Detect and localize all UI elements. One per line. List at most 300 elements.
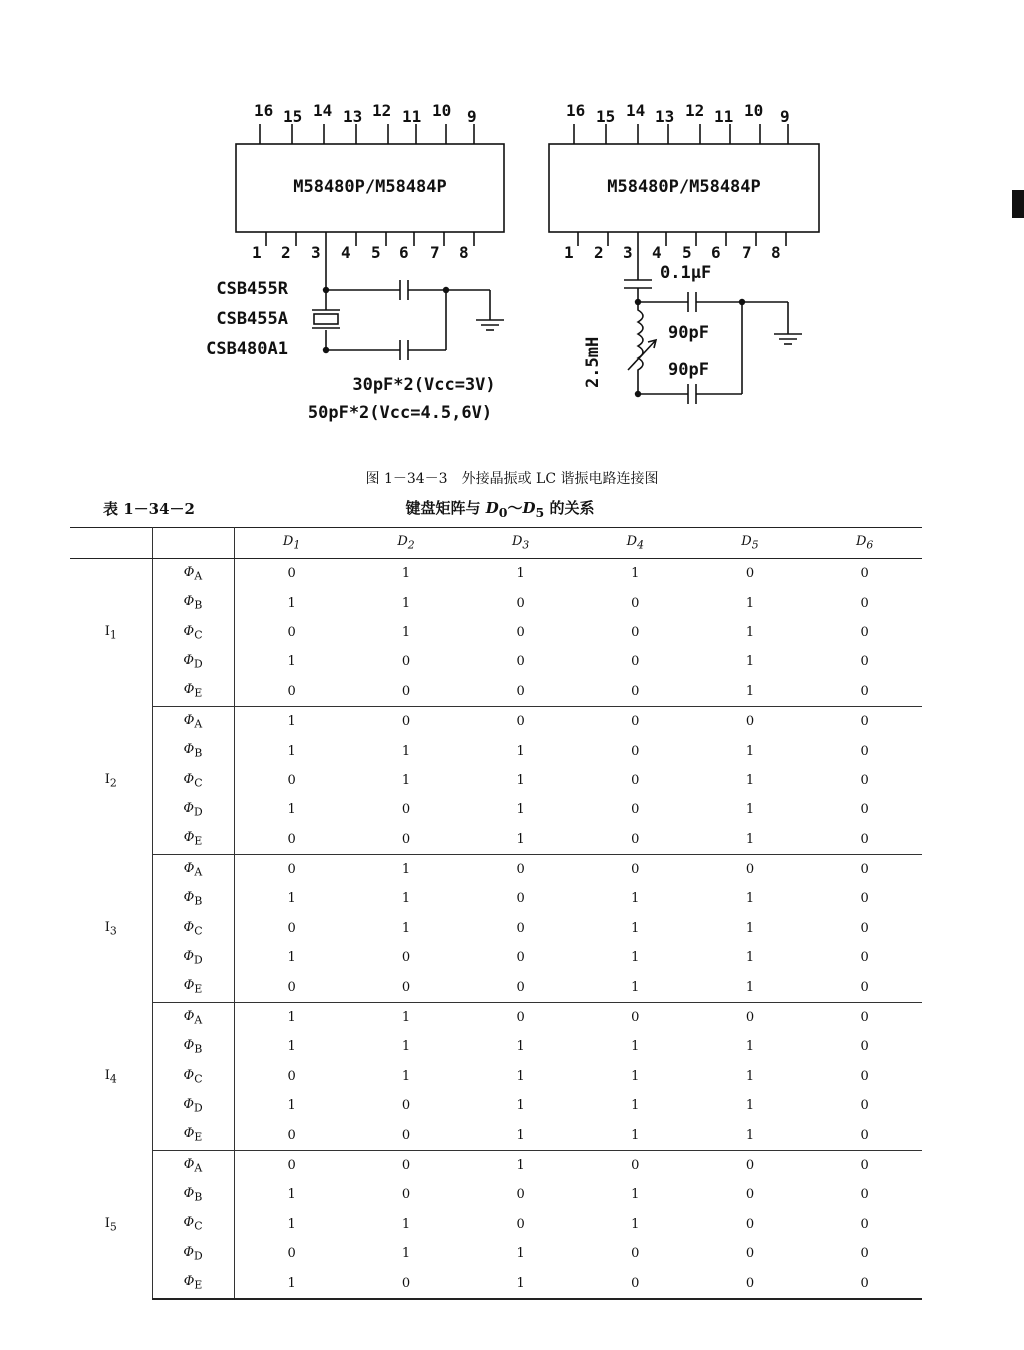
- matrix-value: 1: [287, 1187, 296, 1203]
- resonator-label: CSB480A1: [206, 339, 288, 359]
- matrix-value: 0: [401, 802, 411, 818]
- phase-label: Φ: [183, 1156, 195, 1172]
- phase-cell: [152, 1150, 234, 1180]
- table-row: [70, 1091, 922, 1120]
- phase-sub: E: [194, 835, 203, 848]
- column-sub: 4: [637, 538, 644, 552]
- matrix-value: 0: [631, 743, 640, 759]
- matrix-value: 0: [860, 714, 869, 730]
- left-top-pin: 9: [467, 107, 477, 126]
- matrix-value: 1: [745, 891, 755, 907]
- table-header: [70, 528, 922, 559]
- table-row: [70, 706, 922, 736]
- cap-b-label: 90pF: [668, 360, 709, 380]
- cap-note-45-6v: 50pF*2(Vcc=4.5,6V): [307, 403, 493, 423]
- phase-sub: D: [193, 805, 203, 819]
- matrix-value: 0: [860, 772, 869, 788]
- column-var: D: [626, 534, 638, 550]
- phase-cell: [152, 647, 234, 676]
- phase-cell: [152, 914, 234, 943]
- matrix-value: 0: [745, 862, 755, 878]
- matrix-value: 0: [287, 1246, 296, 1262]
- matrix-value: 1: [631, 1039, 640, 1055]
- left-top-pin: 12: [372, 101, 392, 120]
- phase-sub: D: [193, 657, 203, 671]
- table-row: [70, 647, 922, 676]
- phase-label: Φ: [183, 1126, 195, 1142]
- matrix-value: 0: [860, 743, 869, 759]
- phase-cell: [152, 943, 234, 972]
- matrix-value: 1: [693, 677, 808, 707]
- matrix-value: 0: [349, 1120, 464, 1150]
- right-bottom-pin: 3: [623, 243, 633, 262]
- matrix-value: 0: [860, 624, 869, 640]
- matrix-value: 0: [401, 1187, 411, 1203]
- input-line-sub: 1: [109, 628, 117, 642]
- phase-label: Φ: [183, 1186, 195, 1202]
- matrix-value: 1: [631, 1216, 640, 1232]
- input-line-sub: 3: [109, 924, 117, 938]
- left-chip-bottom-pin-leads: [266, 232, 474, 246]
- phase-cell: [152, 559, 234, 589]
- matrix-value: 0: [516, 1187, 525, 1203]
- matrix-value: 1: [287, 1098, 296, 1114]
- input-line-cell: [70, 706, 152, 854]
- phase-sub: E: [194, 1130, 203, 1144]
- left-top-pin: 13: [343, 107, 363, 126]
- matrix-value: 1: [745, 654, 755, 670]
- column-header: [463, 528, 578, 559]
- table-row: [70, 914, 922, 943]
- phase-label: Φ: [183, 623, 195, 639]
- table-row: [70, 795, 922, 824]
- table-row: [70, 1239, 922, 1268]
- matrix-value: 0: [807, 1120, 922, 1150]
- matrix-value: 0: [287, 624, 296, 640]
- header-corner: [70, 528, 152, 559]
- matrix-value: 0: [516, 595, 525, 611]
- right-bottom-pin: 6: [711, 243, 721, 262]
- phase-cell: [152, 706, 234, 736]
- right-top-pin: 16: [566, 101, 586, 120]
- input-line-cell: [70, 1002, 152, 1150]
- phase-cell: [152, 1062, 234, 1091]
- column-var: D: [282, 534, 294, 550]
- matrix-value: 0: [463, 972, 578, 1002]
- matrix-value: 1: [516, 743, 525, 759]
- matrix-value: 0: [807, 972, 922, 1002]
- phase-sub: A: [194, 865, 203, 879]
- phase-label: Φ: [183, 830, 195, 846]
- column-var: D: [855, 534, 867, 550]
- matrix-value: 1: [401, 566, 411, 582]
- matrix-value: 1: [516, 1039, 525, 1055]
- matrix-value: 1: [401, 624, 411, 640]
- matrix-value: 1: [401, 743, 411, 759]
- matrix-value: 0: [287, 920, 296, 936]
- coupling-cap-label: 0.1μF: [660, 263, 712, 283]
- matrix-value: 1: [516, 1098, 525, 1114]
- input-line-sub: 2: [109, 776, 117, 790]
- matrix-value: 0: [516, 1216, 525, 1232]
- phase-cell: [152, 1239, 234, 1268]
- matrix-value: 1: [287, 802, 296, 818]
- matrix-value: 0: [631, 624, 640, 640]
- right-chip-label: M58480P/M58484P: [607, 177, 761, 197]
- input-line-cell: [70, 559, 152, 707]
- matrix-value: 1: [463, 825, 578, 855]
- phase-cell: [152, 1032, 234, 1061]
- matrix-value: 1: [745, 624, 755, 640]
- left-bottom-pin: 3: [311, 243, 321, 262]
- left-bottom-pin: 2: [281, 243, 291, 262]
- phase-label: Φ: [183, 948, 194, 964]
- phase-label: Φ: [183, 919, 195, 935]
- left-bottom-pin: 4: [341, 243, 351, 262]
- matrix-value: 1: [287, 1039, 296, 1055]
- matrix-value: 1: [516, 1246, 525, 1262]
- matrix-value: 1: [578, 972, 693, 1002]
- table-row: [70, 736, 922, 765]
- right-chip-top-pin-leads: [574, 124, 788, 144]
- matrix-value: 0: [234, 677, 349, 707]
- matrix-value: 1: [401, 920, 411, 936]
- phase-cell: [152, 618, 234, 647]
- phase-label: Φ: [183, 712, 195, 728]
- matrix-value: 0: [463, 677, 578, 707]
- table-title-prefix: 键盘矩阵与: [405, 499, 486, 517]
- matrix-value: 1: [401, 772, 411, 788]
- phase-sub: A: [194, 717, 203, 731]
- matrix-value: 0: [860, 566, 869, 582]
- matrix-value: 0: [860, 891, 869, 907]
- matrix-value: 0: [516, 862, 525, 878]
- input-line-cell: [70, 854, 152, 1002]
- matrix-value: 0: [401, 950, 411, 966]
- column-sub: 2: [407, 538, 415, 552]
- matrix-value: 0: [860, 920, 869, 936]
- left-bottom-pin: 5: [371, 243, 381, 262]
- matrix-value: 1: [287, 891, 296, 907]
- matrix-value: 1: [745, 802, 755, 818]
- table-row: [70, 1062, 922, 1091]
- phase-sub: C: [194, 924, 203, 938]
- matrix-value: 0: [631, 1158, 640, 1173]
- column-var: D: [397, 534, 408, 550]
- matrix-value: 1: [287, 1216, 296, 1232]
- input-line-sub: 5: [109, 1220, 117, 1234]
- phase-sub: C: [194, 1072, 203, 1086]
- matrix-value: 1: [287, 654, 296, 670]
- right-bottom-pin: 2: [594, 243, 604, 262]
- phase-sub: D: [193, 953, 203, 967]
- matrix-value: 1: [631, 891, 640, 907]
- matrix-value: 0: [745, 1010, 755, 1026]
- circuit-figure: [0, 0, 1024, 460]
- matrix-value: 0: [234, 1120, 349, 1150]
- phase-sub: C: [194, 628, 203, 642]
- matrix-value: 0: [287, 566, 296, 582]
- table-row: [70, 825, 922, 855]
- matrix-value: 0: [860, 802, 869, 818]
- matrix-value: 0: [578, 825, 693, 855]
- matrix-value: 1: [631, 920, 640, 936]
- input-line-label: I: [104, 1067, 110, 1083]
- matrix-value: 0: [631, 1010, 640, 1026]
- table-title-suffix: 的关系: [544, 499, 595, 517]
- table-title-sub-end: 5: [535, 505, 545, 520]
- matrix-value: 1: [401, 595, 411, 611]
- phase-cell: [152, 1002, 234, 1032]
- phase-cell: [152, 1210, 234, 1239]
- phase-label: Φ: [183, 1008, 195, 1024]
- left-top-pin: 11: [402, 107, 422, 126]
- matrix-value: 0: [578, 677, 693, 707]
- phase-label: Φ: [183, 742, 195, 758]
- matrix-value: 0: [807, 825, 922, 855]
- phase-label: Φ: [183, 1096, 194, 1112]
- matrix-value: 1: [516, 772, 525, 788]
- left-bottom-pin: 7: [430, 243, 440, 262]
- matrix-value: 1: [693, 825, 808, 855]
- phase-sub: A: [194, 1013, 203, 1027]
- phase-label: Φ: [183, 682, 195, 698]
- matrix-value: 0: [807, 677, 922, 707]
- input-line-label: I: [104, 1215, 110, 1231]
- matrix-value: 1: [693, 972, 808, 1002]
- phase-cell: [152, 736, 234, 765]
- matrix-value: 1: [631, 566, 640, 582]
- phase-sub: B: [194, 1190, 203, 1204]
- matrix-value: 1: [745, 1039, 755, 1055]
- cap-a-label: 90pF: [668, 323, 709, 343]
- matrix-value: 0: [745, 1246, 755, 1262]
- matrix-value: 1: [516, 1158, 525, 1173]
- right-top-pin: 9: [780, 107, 790, 126]
- right-top-pin: 15: [596, 107, 616, 126]
- table-row: [70, 943, 922, 972]
- matrix-value: 0: [234, 972, 349, 1002]
- keyboard-matrix-table: [70, 527, 922, 1300]
- right-top-pin: 14: [626, 101, 646, 120]
- input-line-label: I: [104, 771, 110, 787]
- phase-cell: [152, 884, 234, 913]
- phase-sub: B: [194, 746, 203, 760]
- table-title: [0, 497, 1000, 520]
- left-top-pin: 14: [313, 101, 333, 120]
- column-header: [807, 528, 922, 559]
- table-row: [70, 677, 922, 707]
- matrix-value: 1: [516, 566, 525, 582]
- phase-label: Φ: [183, 653, 194, 669]
- phase-label: Φ: [183, 978, 195, 994]
- column-header: [234, 528, 349, 559]
- table-row: [70, 559, 922, 589]
- matrix-value: 0: [631, 772, 640, 788]
- matrix-value: 0: [807, 1268, 922, 1298]
- left-top-pin: 16: [254, 101, 274, 120]
- matrix-value: 0: [745, 1158, 755, 1173]
- right-top-pin: 13: [655, 107, 675, 126]
- matrix-value: 0: [745, 566, 755, 582]
- column-header: [349, 528, 464, 559]
- column-sub: 6: [866, 538, 874, 552]
- phase-sub: A: [194, 569, 203, 583]
- table-title-tilde: ～: [507, 499, 523, 517]
- matrix-value: 0: [631, 1246, 640, 1262]
- matrix-value: 1: [745, 772, 755, 788]
- right-bottom-pin: 8: [771, 243, 781, 262]
- matrix-value: 1: [631, 950, 640, 966]
- phase-cell: [152, 766, 234, 795]
- phase-label: Φ: [183, 1038, 195, 1054]
- phase-label: Φ: [183, 564, 195, 580]
- table-row: [70, 618, 922, 647]
- matrix-value: 1: [287, 1010, 296, 1026]
- phase-cell: [152, 1091, 234, 1120]
- column-sub: 1: [293, 538, 301, 552]
- matrix-value: 0: [401, 1098, 411, 1114]
- matrix-value: 1: [745, 950, 755, 966]
- page-edge-mark: [1012, 190, 1024, 218]
- table-row: [70, 1032, 922, 1061]
- table-row: [70, 1268, 922, 1298]
- right-lc-network: [624, 246, 802, 404]
- matrix-value: 0: [401, 654, 411, 670]
- matrix-value: 1: [401, 1246, 411, 1262]
- phase-label: Φ: [183, 1244, 194, 1260]
- matrix-value: 0: [860, 595, 869, 611]
- input-line-label: I: [104, 623, 110, 639]
- matrix-value: 0: [631, 714, 640, 730]
- matrix-value: 1: [693, 1120, 808, 1150]
- phase-sub: B: [194, 598, 203, 612]
- matrix-value: 1: [401, 1068, 411, 1084]
- phase-label: Φ: [183, 771, 195, 787]
- right-top-pin: 12: [685, 101, 705, 120]
- matrix-value: 0: [860, 1246, 869, 1262]
- phase-sub: D: [193, 1249, 203, 1263]
- phase-cell: [152, 588, 234, 617]
- phase-sub: E: [194, 687, 203, 701]
- phase-cell: [152, 825, 234, 855]
- phase-sub: C: [194, 776, 203, 790]
- matrix-value: 0: [745, 1187, 755, 1203]
- right-bottom-pin: 5: [682, 243, 692, 262]
- column-var: D: [741, 534, 752, 550]
- table-row: [70, 1210, 922, 1239]
- left-bottom-pin: 6: [399, 243, 409, 262]
- matrix-value: 0: [860, 1187, 869, 1203]
- matrix-value: 1: [401, 1216, 411, 1232]
- matrix-value: 1: [516, 802, 525, 818]
- matrix-value: 1: [401, 891, 411, 907]
- resonator-label: CSB455A: [216, 309, 288, 329]
- phase-label: Φ: [183, 594, 195, 610]
- matrix-value: 0: [516, 624, 525, 640]
- matrix-value: 1: [463, 1120, 578, 1150]
- left-chip-label: M58480P/M58484P: [293, 177, 447, 197]
- column-header: [578, 528, 693, 559]
- right-bottom-pin: 7: [742, 243, 752, 262]
- matrix-value: 0: [349, 677, 464, 707]
- matrix-value: 0: [578, 1268, 693, 1298]
- matrix-value: 0: [860, 1010, 869, 1026]
- phase-cell: [152, 854, 234, 884]
- matrix-value: 1: [631, 1068, 640, 1084]
- matrix-value: 1: [287, 950, 296, 966]
- matrix-value: 0: [516, 654, 525, 670]
- phase-label: Φ: [183, 1067, 195, 1083]
- left-top-pin: 15: [283, 107, 303, 126]
- matrix-value: 0: [516, 950, 525, 966]
- matrix-value: 1: [516, 1068, 525, 1084]
- matrix-value: 1: [745, 743, 755, 759]
- phase-label: Φ: [183, 1215, 195, 1231]
- cap-note-3v: 30pF*2(Vcc=3V): [352, 375, 496, 395]
- column-var: D: [511, 534, 523, 550]
- table-row: [70, 1002, 922, 1032]
- matrix-value: 0: [860, 1039, 869, 1055]
- figure-caption: 图 1－34－3 外接晶振或 LC 谐振电路连接图: [365, 471, 659, 487]
- left-top-pin: 10: [432, 101, 452, 120]
- phase-label: Φ: [183, 860, 195, 876]
- matrix-value: 0: [860, 1068, 869, 1084]
- phase-sub: B: [194, 1042, 203, 1056]
- phase-cell: [152, 972, 234, 1002]
- table-row: [70, 766, 922, 795]
- phase-label: Φ: [183, 801, 194, 817]
- input-line-cell: [70, 1150, 152, 1298]
- right-top-pin: 11: [714, 107, 734, 126]
- matrix-value: 0: [745, 1216, 755, 1232]
- matrix-value: 0: [287, 772, 296, 788]
- left-bottom-pin: 1: [252, 243, 262, 262]
- column-sub: 5: [751, 538, 759, 552]
- matrix-value: 1: [401, 862, 411, 878]
- matrix-value: 1: [745, 920, 755, 936]
- table-row: [70, 1180, 922, 1209]
- table-label: 表 1－34－2: [103, 500, 195, 518]
- phase-cell: [152, 795, 234, 824]
- table-row: [70, 972, 922, 1002]
- column-sub: 3: [522, 538, 530, 552]
- matrix-value: 1: [287, 743, 296, 759]
- matrix-value: 0: [349, 972, 464, 1002]
- matrix-value: 0: [349, 1268, 464, 1298]
- matrix-value: 0: [516, 891, 525, 907]
- matrix-value: 0: [401, 1158, 411, 1173]
- phase-sub: B: [194, 894, 203, 908]
- left-resonator-network: [312, 246, 504, 360]
- left-chip-top-pin-leads: [260, 124, 474, 144]
- matrix-value: 1: [401, 1010, 411, 1026]
- matrix-value: 0: [401, 714, 411, 730]
- table-title-var-end: D: [522, 499, 536, 517]
- right-bottom-pin: 4: [652, 243, 662, 262]
- matrix-value: 0: [516, 1010, 525, 1026]
- table-row: [70, 1150, 922, 1180]
- matrix-value: 0: [287, 1068, 296, 1084]
- phase-sub: E: [194, 1278, 203, 1292]
- table-title-var-start: D: [485, 499, 499, 517]
- matrix-value: 1: [745, 595, 755, 611]
- matrix-value: 0: [631, 862, 640, 878]
- matrix-value: 0: [349, 825, 464, 855]
- phase-sub: D: [193, 1101, 203, 1115]
- matrix-value: 0: [860, 1216, 869, 1232]
- phase-label: Φ: [183, 890, 195, 906]
